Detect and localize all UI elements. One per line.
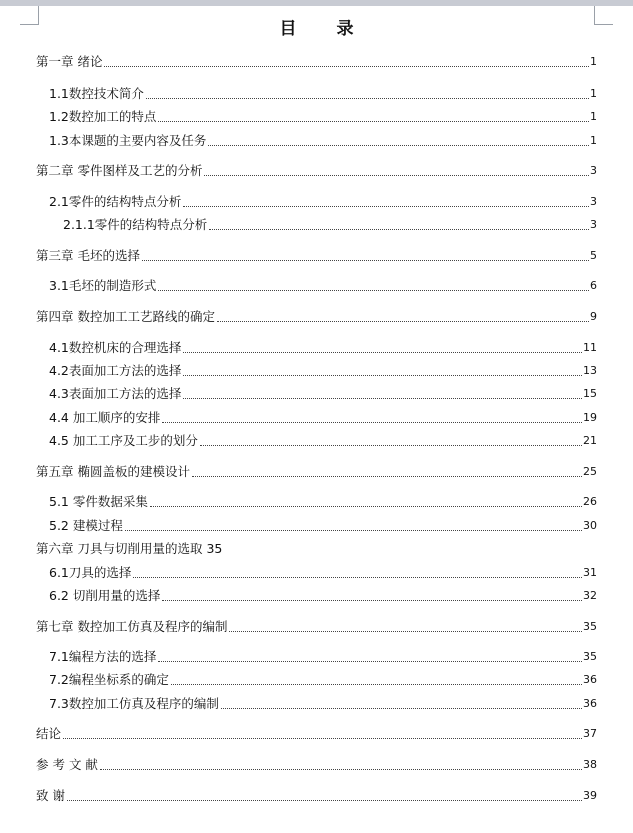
toc-entry-chapter-1[interactable] <box>36 54 597 70</box>
toc-entry-5-2[interactable] <box>49 518 597 534</box>
toc-dot-leader <box>162 600 582 601</box>
toc-dot-leader <box>158 290 589 291</box>
toc-entry-page: 31 <box>583 566 597 579</box>
toc-dot-leader <box>158 121 589 122</box>
toc-entry-6-2[interactable] <box>49 588 597 604</box>
toc-dot-leader <box>133 577 582 578</box>
toc-dot-leader <box>183 375 582 376</box>
toc-entry-label: 4.4 加工顺序的安排 <box>49 410 161 425</box>
toc-entry-label: 第五章 椭圆盖板的建模设计 <box>36 464 190 479</box>
toc-dot-leader <box>183 352 582 353</box>
toc-dot-leader <box>100 769 582 770</box>
toc-entry-chapter-5[interactable] <box>36 464 597 480</box>
toc-entry-references[interactable] <box>36 757 597 773</box>
toc-entry-page: 36 <box>583 673 597 686</box>
toc-entry-label: 4.5 加工工序及工步的划分 <box>49 433 198 448</box>
toc-entry-label: 参 考 文 献 <box>36 757 98 772</box>
toc-dot-leader <box>104 66 589 67</box>
toc-dot-leader <box>146 98 589 99</box>
toc-dot-leader <box>183 398 582 399</box>
toc-entry-page: 1 <box>590 87 597 100</box>
toc-entry-label: 5.1 零件数据采集 <box>49 494 148 509</box>
toc-entry-chapter-4[interactable] <box>36 309 597 325</box>
toc-entry-page: 37 <box>583 727 597 740</box>
toc-entry-6-1[interactable] <box>49 565 597 581</box>
toc-entry-label: 第三章 毛坯的选择 <box>36 248 140 263</box>
toc-entry-4-4[interactable] <box>49 410 597 426</box>
toc-entry-page: 19 <box>583 411 597 424</box>
toc-entry-page: 1 <box>590 134 597 147</box>
toc-entry-page: 15 <box>583 387 597 400</box>
toc-entry-2-1-1[interactable] <box>63 217 597 233</box>
toc-entry-page: 6 <box>590 279 597 292</box>
toc-entry-label: 结论 <box>36 726 62 741</box>
toc-entry-label: 2.1零件的结构特点分析 <box>49 194 182 209</box>
toc-dot-leader <box>229 631 582 632</box>
toc-dot-leader <box>142 260 589 261</box>
toc-entry-page: 3 <box>590 195 597 208</box>
toc-entry-7-3[interactable] <box>49 696 597 712</box>
toc-entry-page: 21 <box>583 434 597 447</box>
toc-entry-4-5[interactable] <box>49 433 597 449</box>
toc-entry-label: 6.1刀具的选择 <box>49 565 132 580</box>
toc-dot-leader <box>204 175 589 176</box>
toc-entry-7-2[interactable] <box>49 672 597 688</box>
toc-entry-page: 5 <box>590 249 597 262</box>
toc-dot-leader <box>158 661 582 662</box>
toc-title <box>0 14 633 39</box>
toc-entry-acknowledgements[interactable] <box>36 788 597 804</box>
toc-entry-1-3[interactable] <box>49 133 597 149</box>
toc-entry-chapter-2[interactable] <box>36 163 597 179</box>
toc-entry-label: 1.1数控技术简介 <box>49 86 144 101</box>
toc-entry-page: 1 <box>590 110 597 123</box>
toc-entry-page: 35 <box>583 650 597 663</box>
toc-entry-label: 第四章 数控加工工艺路线的确定 <box>36 309 215 324</box>
toc-entry-1-1[interactable] <box>49 86 597 102</box>
toc-entry-page: 39 <box>583 789 597 802</box>
toc-entry-label: 1.3本课题的主要内容及任务 <box>49 133 207 148</box>
toc-dot-leader <box>171 684 582 685</box>
toc-entry-label: 第六章 刀具与切削用量的选取 35 <box>36 541 223 556</box>
toc-entry-page: 36 <box>583 697 597 710</box>
toc-entry-label: 7.2编程坐标系的确定 <box>49 672 169 687</box>
toc-entry-label: 2.1.1零件的结构特点分析 <box>63 217 208 232</box>
toc-dot-leader <box>150 506 582 507</box>
toc-entry-label: 5.2 建模过程 <box>49 518 123 533</box>
toc-dot-leader <box>162 422 582 423</box>
toc-entry-page: 3 <box>590 164 597 177</box>
toc-dot-leader <box>200 445 582 446</box>
toc-dot-leader <box>192 476 582 477</box>
toc-entry-chapter-3[interactable] <box>36 248 597 264</box>
toc-dot-leader <box>125 530 582 531</box>
toc-entry-1-2[interactable] <box>49 109 597 125</box>
toc-entry-page: 11 <box>583 341 597 354</box>
toc-entry-label: 1.2数控加工的特点 <box>49 109 157 124</box>
toc-entry-chapter-6[interactable] <box>36 541 222 557</box>
toc-entry-7-1[interactable] <box>49 649 597 665</box>
toc-entry-label: 6.2 切削用量的选择 <box>49 588 161 603</box>
toc-entry-page: 38 <box>583 758 597 771</box>
toc-entry-label: 7.1编程方法的选择 <box>49 649 157 664</box>
toc-dot-leader <box>183 206 589 207</box>
toc-entry-2-1[interactable] <box>49 194 597 210</box>
toc-entry-label: 致 谢 <box>36 788 65 803</box>
toc-entry-page: 26 <box>583 495 597 508</box>
toc-entry-4-2[interactable] <box>49 363 597 379</box>
toc-entry-4-3[interactable] <box>49 386 597 402</box>
toc-title-char-1: 目 <box>279 19 297 39</box>
toc-entry-4-1[interactable] <box>49 340 597 356</box>
toc-entry-page: 3 <box>590 218 597 231</box>
toc-entry-chapter-7[interactable] <box>36 619 597 635</box>
toc-entry-page: 35 <box>583 620 597 633</box>
document-top-bar <box>0 0 633 6</box>
toc-entry-label: 3.1毛坯的制造形式 <box>49 278 157 293</box>
toc-entry-label: 第一章 绪论 <box>36 54 103 69</box>
toc-entry-label: 4.3表面加工方法的选择 <box>49 386 182 401</box>
toc-entry-page: 1 <box>590 55 597 68</box>
toc-entry-page: 32 <box>583 589 597 602</box>
toc-entry-label: 7.3数控加工仿真及程序的编制 <box>49 696 219 711</box>
toc-entry-page: 25 <box>583 465 597 478</box>
toc-dot-leader <box>209 229 589 230</box>
toc-entry-page: 30 <box>583 519 597 532</box>
toc-entry-page: 13 <box>583 364 597 377</box>
toc-entry-page: 9 <box>590 310 597 323</box>
toc-dot-leader <box>221 708 582 709</box>
toc-entry-label: 第二章 零件图样及工艺的分析 <box>36 163 203 178</box>
toc-entry-conclusion[interactable] <box>36 726 597 742</box>
toc-dot-leader <box>208 145 589 146</box>
toc-entry-5-1[interactable] <box>49 494 597 510</box>
toc-title-char-2: 录 <box>336 19 354 39</box>
toc-entry-label: 第七章 数控加工仿真及程序的编制 <box>36 619 228 634</box>
toc-dot-leader <box>67 800 582 801</box>
toc-dot-leader <box>63 738 582 739</box>
toc-entry-label: 4.1数控机床的合理选择 <box>49 340 182 355</box>
toc-dot-leader <box>217 321 589 322</box>
toc-entry-label: 4.2表面加工方法的选择 <box>49 363 182 378</box>
toc-entry-3-1[interactable] <box>49 278 597 294</box>
